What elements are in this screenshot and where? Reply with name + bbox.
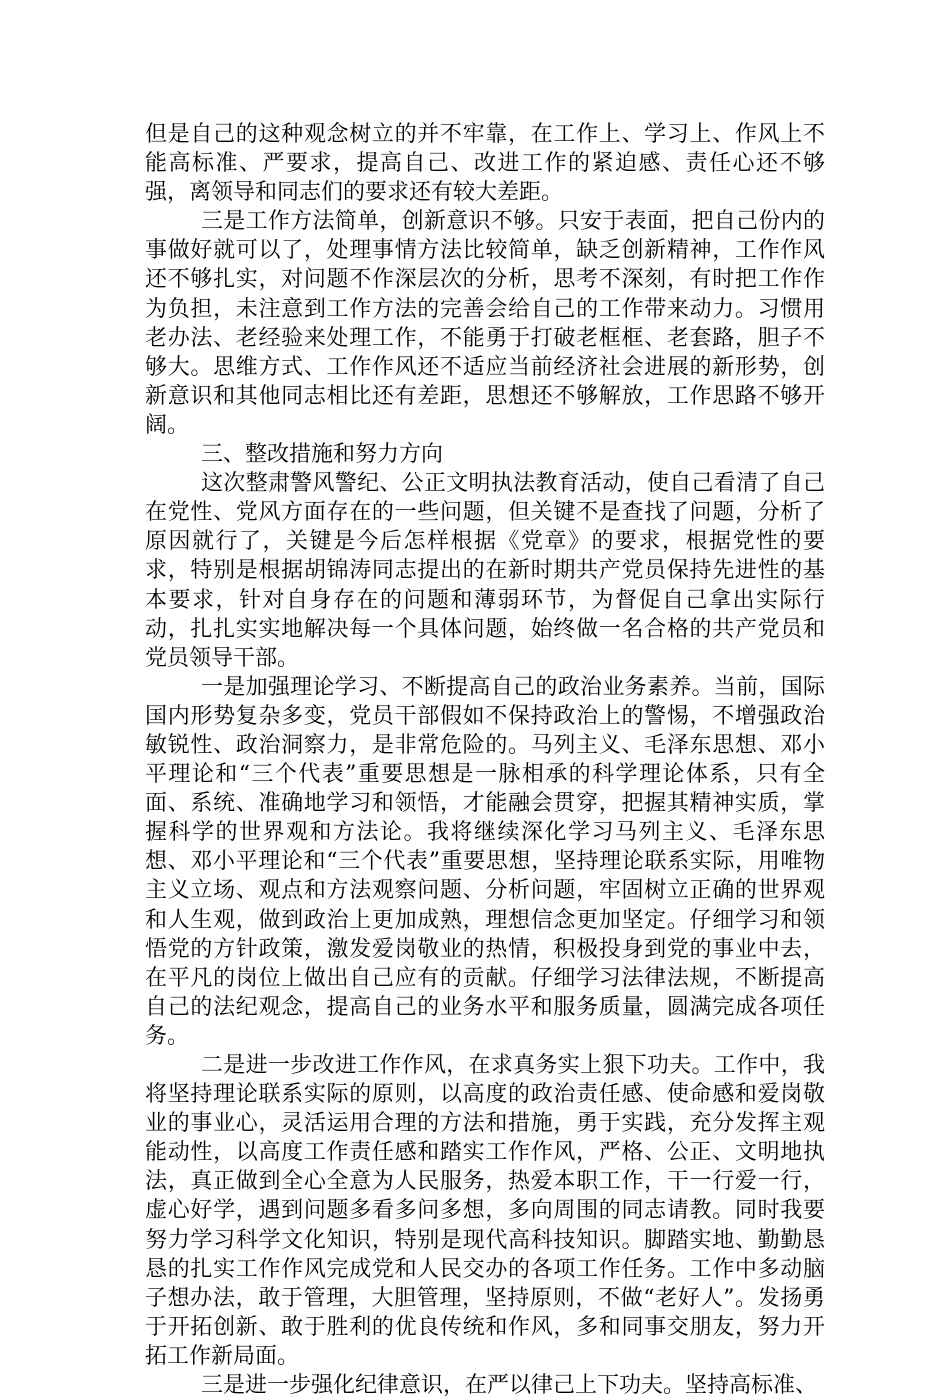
paragraph: 一是加强理论学习、不断提高自己的政治业务素养。当前，国际国内形势复杂多变，党员干部假如不保持政治上的警惕，不增强政治敏锐性、政治洞察力，是非常危险的。马列主义、毛泽东思想、邓小平理论和“三个代表”重要思想是一脉相承的科学理论体系，只有全面、系统、准确地学习和领悟，才能融会贯穿，把握其精神实质，掌握科学的世界观和方法论。我将继续深化学习马列主义、毛泽东思想、邓小平理论和“三个代表”重要思想，坚持理论联系实际，用唯物主义立场、观点和方法观察问题、分析问题，牢固树立正确的世界观和人生观，做到政治上更加成熟，理想信念更加坚定。仔细学习和领悟党的方针政策，激发爱岗敬业的热情，积极投身到党的事业中去，在平凡的岗位上做出自己应有的贡献。仔细学习法律法规，不断提高自己的法纪观念，提高自己的业务水平和服务质量，圆满完成各项任务。 [145, 674, 825, 1049]
paragraph: 这次整肃警风警纪、公正文明执法教育活动，使自己看清了自己在党性、党风方面存在的一些问题，但关键不是查找了问题，分析了原因就行了，关键是今后怎样根据《党章》的要求，根据党性的要求，特别是根据胡锦涛同志提出的在新时期共产党员保持先进性的基本要求，针对自身存在的问题和薄弱环节，为督促自己拿出实际行动，扎扎实实地解决每一个具体问题，始终做一名合格的共产党员和党员领导干部。 [145, 471, 825, 671]
paragraph: 三是工作方法简单，创新意识不够。只安于表面，把自己份内的事做好就可以了，处理事情方法比较简单，缺乏创新精神，工作作风还不够扎实，对问题不作深层次的分析，思考不深刻，有时把工作作为负担，未注意到工作方法的完善会给自己的工作带来动力。习惯用老办法、老经验来处理工作，不能勇于打破老框框、老套路，胆子不够大。思维方式、工作作风还不适应当前经济社会进展的新形势，创新意识和其他同志相比还有差距，思想还不够解放，工作思路不够开阔。 [145, 209, 825, 438]
document-body [145, 120, 825, 1400]
section-heading: 三、整改措施和努力方向 [201, 442, 444, 468]
paragraph: 三是进一步强化纪律意识，在严以律己上下功夫。坚持高标准、 [201, 1373, 818, 1399]
paragraph: 但是自己的这种观念树立的并不牢靠，在工作上、学习上、作风上不能高标准、严要求，提高自己、改进工作的紧迫感、责任心还不够强，离领导和同志们的要求还有较大差距。 [145, 122, 825, 206]
paragraph: 二是进一步改进工作作风，在求真务实上狠下功夫。工作中，我将坚持理论联系实际的原则，以高度的政治责任感、使命感和爱岗敬业的事业心，灵活运用合理的方法和措施，勇于实践，充分发挥主观能动性，以高度工作责任感和踏实工作作风，严格、公正、文明地执法，真正做到全心全意为人民服务，热爱本职工作，干一行爱一行，虚心好学，遇到问题多看多问多想，多向周围的同志请教。同时我要努力学习科学文化知识，特别是现代高科技知识。脚踏实地、勤勤恳恳的扎实工作作风完成党和人民交办的各项工作任务。工作中多动脑子想办法，敢于管理，大胆管理，坚持原则，不做“老好人”。发扬勇于开拓创新、敢于胜利的优良传统和作风，多和同事交朋友，努力开拓工作新局面。 [145, 1053, 825, 1369]
